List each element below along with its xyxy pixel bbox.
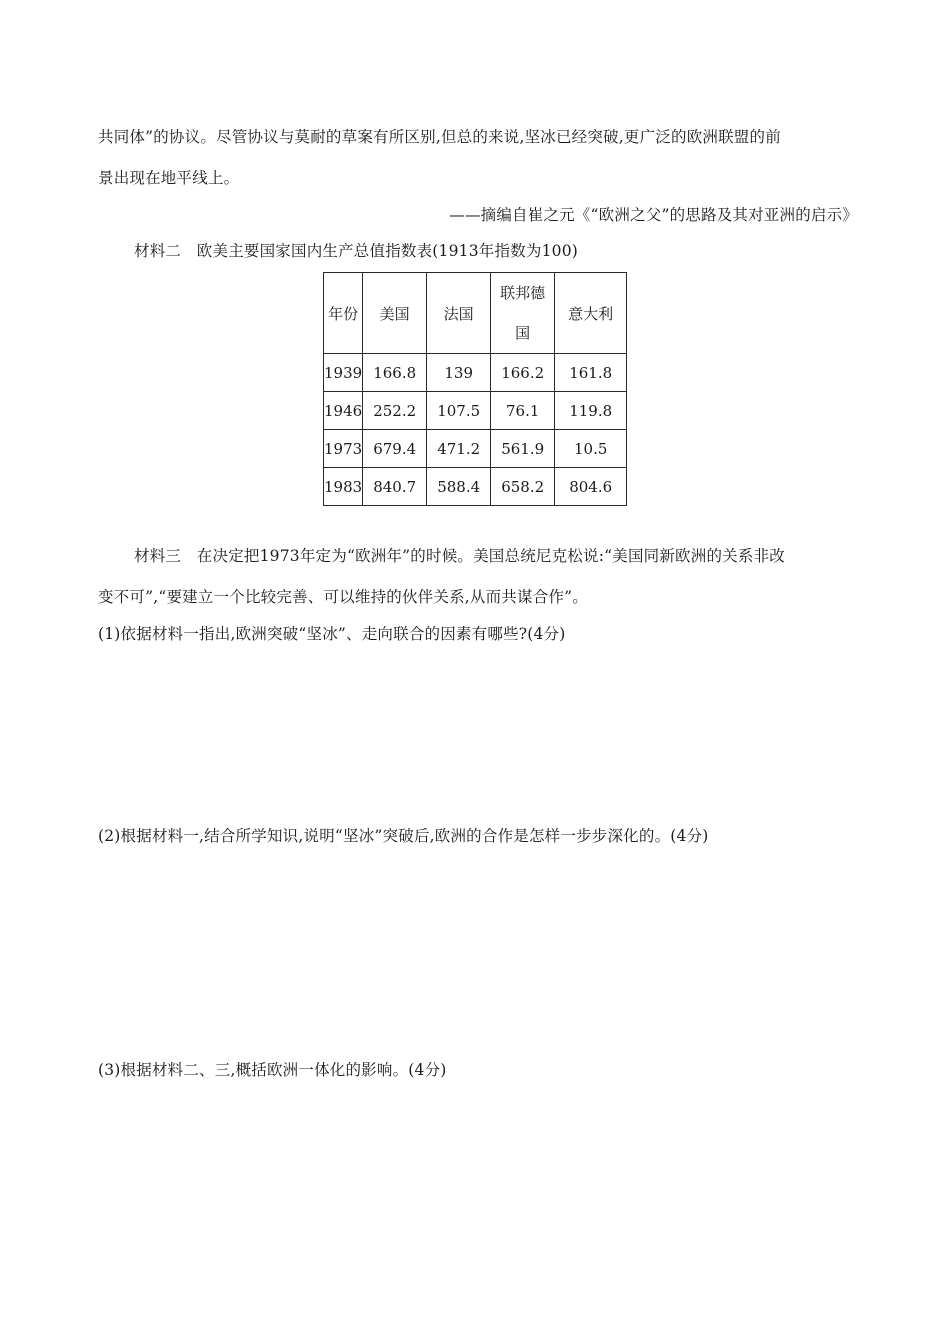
cell-italy: 10.5: [555, 430, 627, 468]
header-year: 年份: [324, 273, 363, 354]
gdp-index-table: [323, 272, 627, 506]
material3-text-line1: 材料三 在决定把1973年定为“欧洲年”的时候。美国总统尼克松说:“美国同新欧洲的关系非改: [134, 547, 785, 565]
material1-text-line2: 景出现在地平线上。: [98, 169, 240, 187]
cell-usa: 166.8: [363, 354, 427, 392]
header-west-germany-label: 联邦德国: [500, 284, 546, 342]
cell-west-germany: 166.2: [491, 354, 555, 392]
cell-year: 1983: [324, 468, 363, 506]
cell-year: 1973: [324, 430, 363, 468]
material3-text-line2: 变不可”,“要建立一个比较完善、可以维持的伙伴关系,从而共谋合作”。: [98, 588, 588, 606]
question-1: (1)依据材料一指出,欧洲突破“坚冰”、走向联合的因素有哪些?(4分): [98, 625, 566, 643]
cell-west-germany: 76.1: [491, 392, 555, 430]
header-italy: 意大利: [555, 273, 627, 354]
cell-france: 139: [427, 354, 491, 392]
cell-france: 471.2: [427, 430, 491, 468]
header-france: 法国: [427, 273, 491, 354]
material1-source: ——摘编自崔之元《“欧洲之父”的思路及其对亚洲的启示》: [449, 206, 858, 224]
material1-text-line1: 共同体”的协议。尽管协议与莫耐的草案有所区别,但总的来说,坚冰已经突破,更广泛的欧洲联盟的前: [98, 128, 781, 146]
cell-france: 588.4: [427, 468, 491, 506]
question-2: (2)根据材料一,结合所学知识,说明“坚冰”突破后,欧洲的合作是怎样一步步深化的。(4分): [98, 827, 709, 845]
cell-italy: 119.8: [555, 392, 627, 430]
cell-italy: 804.6: [555, 468, 627, 506]
table-row: [324, 468, 627, 506]
cell-year: 1946: [324, 392, 363, 430]
question-3: (3)根据材料二、三,概括欧洲一体化的影响。(4分): [98, 1061, 447, 1079]
cell-year: 1939: [324, 354, 363, 392]
table-row: [324, 392, 627, 430]
cell-usa: 840.7: [363, 468, 427, 506]
header-west-germany: [491, 273, 555, 354]
cell-france: 107.5: [427, 392, 491, 430]
table-header-row: [324, 273, 627, 354]
header-usa: 美国: [363, 273, 427, 354]
cell-usa: 252.2: [363, 392, 427, 430]
cell-west-germany: 561.9: [491, 430, 555, 468]
material2-title: 材料二 欧美主要国家国内生产总值指数表(1913年指数为100): [134, 242, 579, 260]
cell-usa: 679.4: [363, 430, 427, 468]
table-row: [324, 354, 627, 392]
table-row: [324, 430, 627, 468]
cell-west-germany: 658.2: [491, 468, 555, 506]
cell-italy: 161.8: [555, 354, 627, 392]
